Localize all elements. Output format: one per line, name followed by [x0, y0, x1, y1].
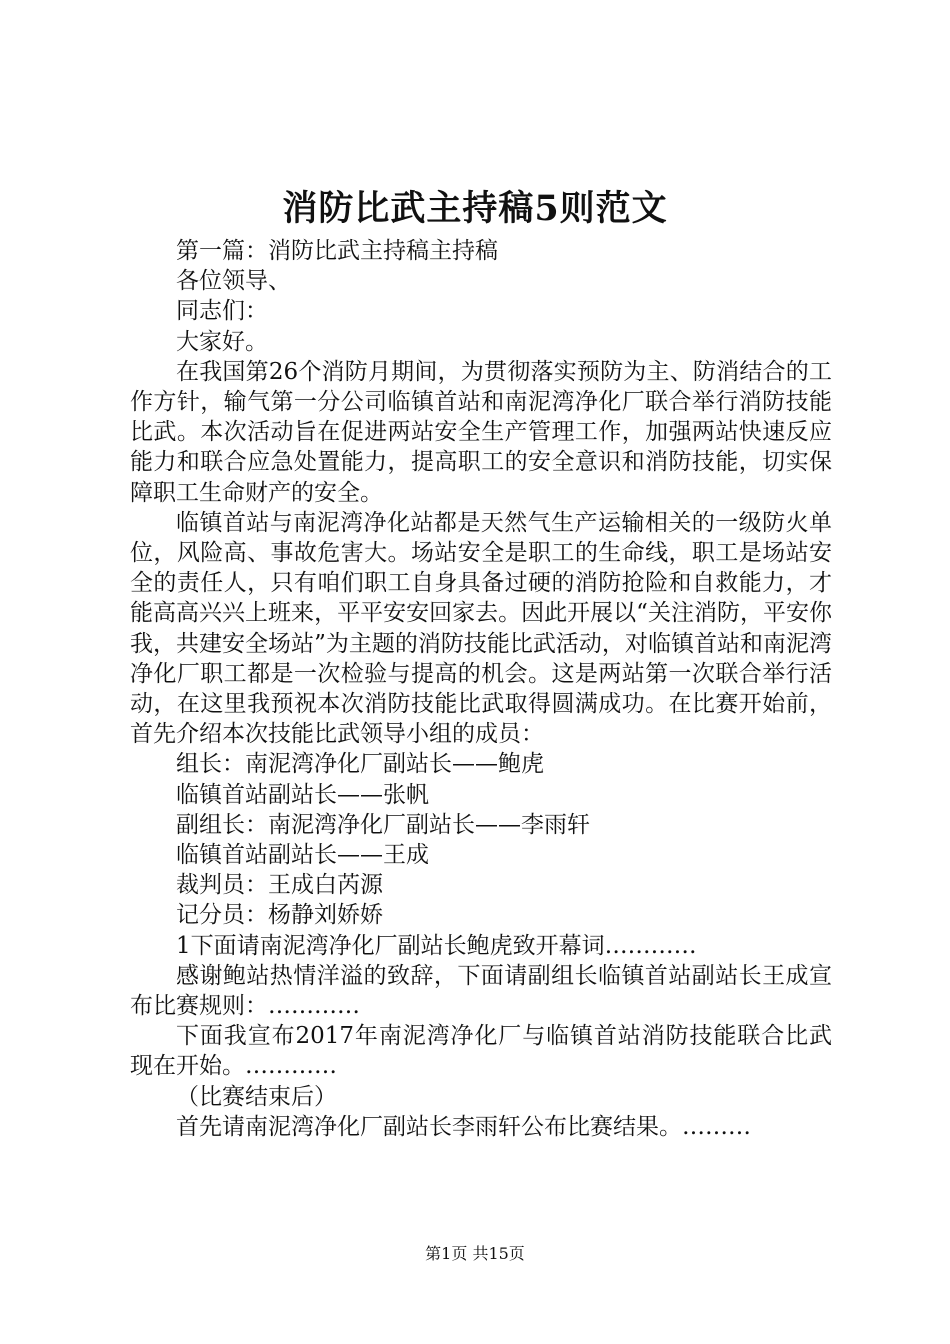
paragraph: 临镇首站副站长——王成	[176, 842, 429, 869]
paragraph: 各位领导、	[176, 268, 291, 295]
paragraph: 首先请南泥湾净化厂副站长李雨轩公布比赛结果。………	[176, 1113, 751, 1140]
paragraph: 下面我宣布2017年南泥湾净化厂与临镇首站消防技能联合比武现在开始。…………	[130, 1023, 832, 1080]
paragraph: 同志们：	[176, 298, 268, 325]
paragraph: 第一篇：消防比武主持稿主持稿	[176, 238, 498, 264]
paragraph: （比赛结束后）	[176, 1083, 337, 1110]
paragraph: 记分员：杨静刘娇娇	[176, 902, 383, 929]
paragraph: 裁判员：王成白芮源	[176, 872, 383, 899]
paragraph: 大家好。	[176, 328, 268, 355]
paragraph: 临镇首站与南泥湾净化站都是天然气生产运输相关的一级防火单位，风险高、事故危害大。场站安全是职工的生命线，职工是场站安全的责任人，只有咱们职工自身具备过硬的消防抢险和自救能力，才能高高兴兴上班来，平平安安回家去。因此开展以“关注消防，平安你我，共建安全场站”为主题的消防技能比武活动，对临镇首站和南泥湾净化厂职工都是一次检验与提高的机会。这是两站第一次联合举行活动，在这里我预祝本次消防技能比武取得圆满成功。在比赛开始前，首先介绍本次技能比武领导小组的成员：	[130, 509, 832, 748]
document-body	[130, 236, 832, 1142]
paragraph: 感谢鲍站热情洋溢的致辞，下面请副组长临镇首站副站长王成宣布比赛规则：…………	[130, 962, 832, 1020]
paragraph: 组长：南泥湾净化厂副站长——鲍虎	[176, 751, 544, 778]
paragraph: 副组长：南泥湾净化厂副站长——李雨轩	[176, 811, 590, 838]
document-title: 消防比武主持稿5则范文	[282, 188, 668, 229]
paragraph: 在我国第26个消防月期间，为贯彻落实预防为主、防消结合的工作方针，输气第一分公司临镇首站和南泥湾净化厂联合举行消防技能比武。本次活动旨在促进两站安全生产管理工作，加强两站快速反应能力和联合应急处置能力，提高职工的安全意识和消防技能，切实保障职工生命财产的安全。	[130, 358, 832, 506]
page-footer: 第1页 共15页	[425, 1244, 525, 1263]
paragraph: 1下面请南泥湾净化厂副站长鲍虎致开幕词…………	[176, 932, 697, 959]
paragraph: 临镇首站副站长——张帆	[176, 781, 429, 808]
